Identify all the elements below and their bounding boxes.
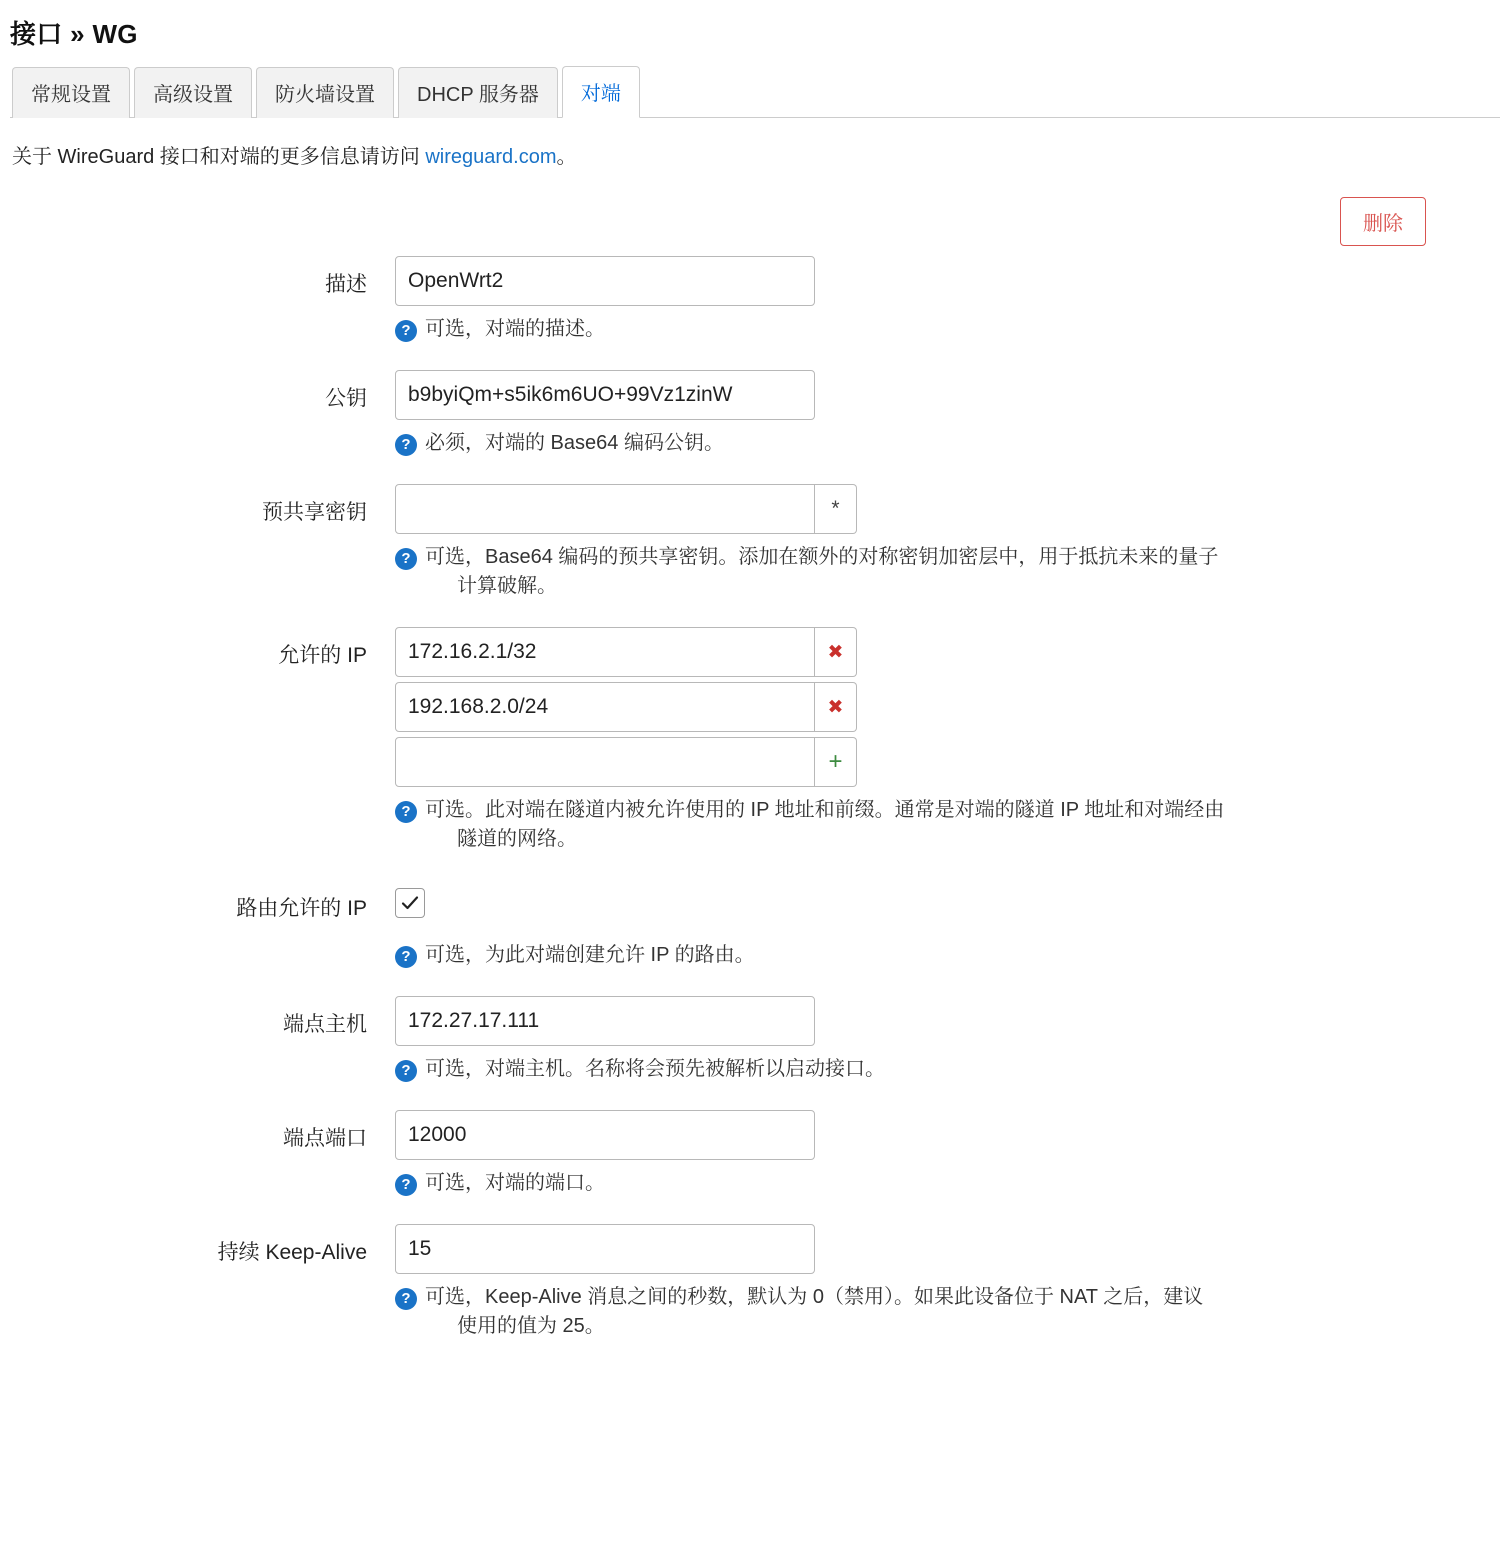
add-icon[interactable]: + <box>815 737 857 787</box>
field-public-key-body <box>395 370 1455 458</box>
allowed-ip-row <box>395 682 1455 732</box>
field-preshared-key-help-text <box>425 543 1218 601</box>
page-title-separator: » <box>70 19 85 49</box>
delete-button-row <box>10 175 1500 246</box>
peer-form <box>10 256 1500 1341</box>
field-route-allowed-ips-body <box>395 880 1455 970</box>
help-icon[interactable]: ? <box>395 946 417 968</box>
field-endpoint-port <box>10 1110 1500 1198</box>
public-key-input[interactable] <box>395 370 815 420</box>
allowed-ip-input-2[interactable] <box>395 682 815 732</box>
delete-button[interactable]: 删除 <box>1340 197 1426 246</box>
allowed-ips-list <box>395 627 1455 787</box>
intro-text-before: 关于 WireGuard 接口和对端的更多信息请访问 <box>12 146 426 168</box>
field-endpoint-port-help-text: 可选，对端的端口。 <box>425 1172 605 1194</box>
field-preshared-key-label: 预共享密钥 <box>262 501 367 524</box>
keep-alive-input[interactable] <box>395 1224 815 1274</box>
tab-advanced[interactable]: 高级设置 <box>134 67 252 118</box>
field-keep-alive <box>10 1224 1500 1341</box>
allowed-ip-row <box>395 627 1455 677</box>
help-icon[interactable]: ? <box>395 320 417 342</box>
help-icon[interactable]: ? <box>395 1288 417 1310</box>
field-preshared-key <box>10 484 1500 601</box>
field-preshared-key-body <box>395 484 1455 601</box>
field-keep-alive-body <box>395 1224 1455 1341</box>
wireguard-link[interactable]: wireguard.com <box>425 146 557 168</box>
tab-firewall[interactable]: 防火墙设置 <box>256 67 394 118</box>
field-endpoint-port-help <box>395 1169 1435 1198</box>
field-description-help-text: 可选，对端的描述。 <box>425 318 605 340</box>
field-description-body <box>395 256 1455 344</box>
field-description-help <box>395 315 1435 344</box>
field-endpoint-host-help-text: 可选，对端主机。名称将会预先被解析以启动接口。 <box>425 1058 885 1080</box>
remove-icon[interactable]: ✖ <box>815 682 857 732</box>
field-allowed-ips-help-text <box>425 796 1224 854</box>
field-public-key-label: 公钥 <box>325 387 367 410</box>
field-route-allowed-ips <box>10 880 1500 970</box>
field-allowed-ips-help-line2: 隧道的网络。 <box>457 828 577 850</box>
endpoint-host-input[interactable] <box>395 996 815 1046</box>
field-endpoint-port-body <box>395 1110 1455 1198</box>
tab-general[interactable]: 常规设置 <box>12 67 130 118</box>
help-icon[interactable]: ? <box>395 801 417 823</box>
preshared-key-input-group <box>395 484 1455 534</box>
endpoint-port-input[interactable] <box>395 1110 815 1160</box>
field-keep-alive-help-line2: 使用的值为 25。 <box>457 1315 605 1337</box>
help-icon[interactable]: ? <box>395 1060 417 1082</box>
page-title <box>10 0 1500 61</box>
description-input[interactable] <box>395 256 815 306</box>
field-allowed-ips-help-line1: 可选。此对端在隧道内被允许使用的 IP 地址和前缀。通常是对端的隧道 IP 地址和对端经由 <box>425 799 1225 821</box>
help-icon[interactable]: ? <box>395 434 417 456</box>
field-description <box>10 256 1500 344</box>
field-description-label: 描述 <box>325 273 367 296</box>
tab-dhcp-server[interactable]: DHCP 服务器 <box>398 67 558 118</box>
route-allowed-ips-checkbox[interactable] <box>395 888 425 918</box>
remove-icon[interactable]: ✖ <box>815 627 857 677</box>
field-route-allowed-ips-help-text: 可选，为此对端创建允许 IP 的路由。 <box>425 944 755 966</box>
help-icon[interactable]: ? <box>395 1174 417 1196</box>
tab-peers[interactable]: 对端 <box>562 66 640 118</box>
field-keep-alive-label: 持续 Keep-Alive <box>217 1241 367 1264</box>
field-endpoint-host-help <box>395 1055 1435 1084</box>
field-endpoint-host-body <box>395 996 1455 1084</box>
field-allowed-ips-label: 允许的 IP <box>278 644 367 667</box>
page-title-prefix: 接口 <box>10 19 63 49</box>
reveal-password-button[interactable]: * <box>815 484 857 534</box>
field-public-key-help <box>395 429 1435 458</box>
field-allowed-ips <box>10 627 1500 854</box>
allowed-ip-input-new[interactable] <box>395 737 815 787</box>
check-icon <box>400 893 420 913</box>
page-title-name: WG <box>92 19 138 49</box>
allowed-ip-input-1[interactable] <box>395 627 815 677</box>
field-allowed-ips-help <box>395 796 1435 854</box>
field-preshared-key-help-line2: 计算破解。 <box>457 575 557 597</box>
intro-text <box>10 118 1500 175</box>
field-keep-alive-help-text <box>425 1283 1203 1341</box>
help-icon[interactable]: ? <box>395 548 417 570</box>
field-route-allowed-ips-help <box>395 941 1435 970</box>
field-public-key-help-text: 必须，对端的 Base64 编码公钥。 <box>425 432 724 454</box>
field-endpoint-host <box>10 996 1500 1084</box>
intro-text-after: 。 <box>556 146 577 168</box>
preshared-key-input[interactable] <box>395 484 815 534</box>
field-public-key <box>10 370 1500 458</box>
field-keep-alive-help-line1: 可选，Keep-Alive 消息之间的秒数，默认为 0（禁用）。如果此设备位于 NAT 之后，建议 <box>425 1286 1204 1308</box>
field-endpoint-port-label: 端点端口 <box>283 1127 367 1150</box>
field-preshared-key-help-line1: 可选，Base64 编码的预共享密钥。添加在额外的对称密钥加密层中，用于抵抗未来的量子 <box>425 546 1219 568</box>
field-endpoint-host-label: 端点主机 <box>283 1013 367 1036</box>
field-allowed-ips-body <box>395 627 1455 854</box>
field-preshared-key-help <box>395 543 1435 601</box>
field-route-allowed-ips-label: 路由允许的 IP <box>236 897 367 920</box>
tab-bar <box>10 65 1500 118</box>
field-keep-alive-help <box>395 1283 1435 1341</box>
allowed-ip-row-new <box>395 737 1455 787</box>
